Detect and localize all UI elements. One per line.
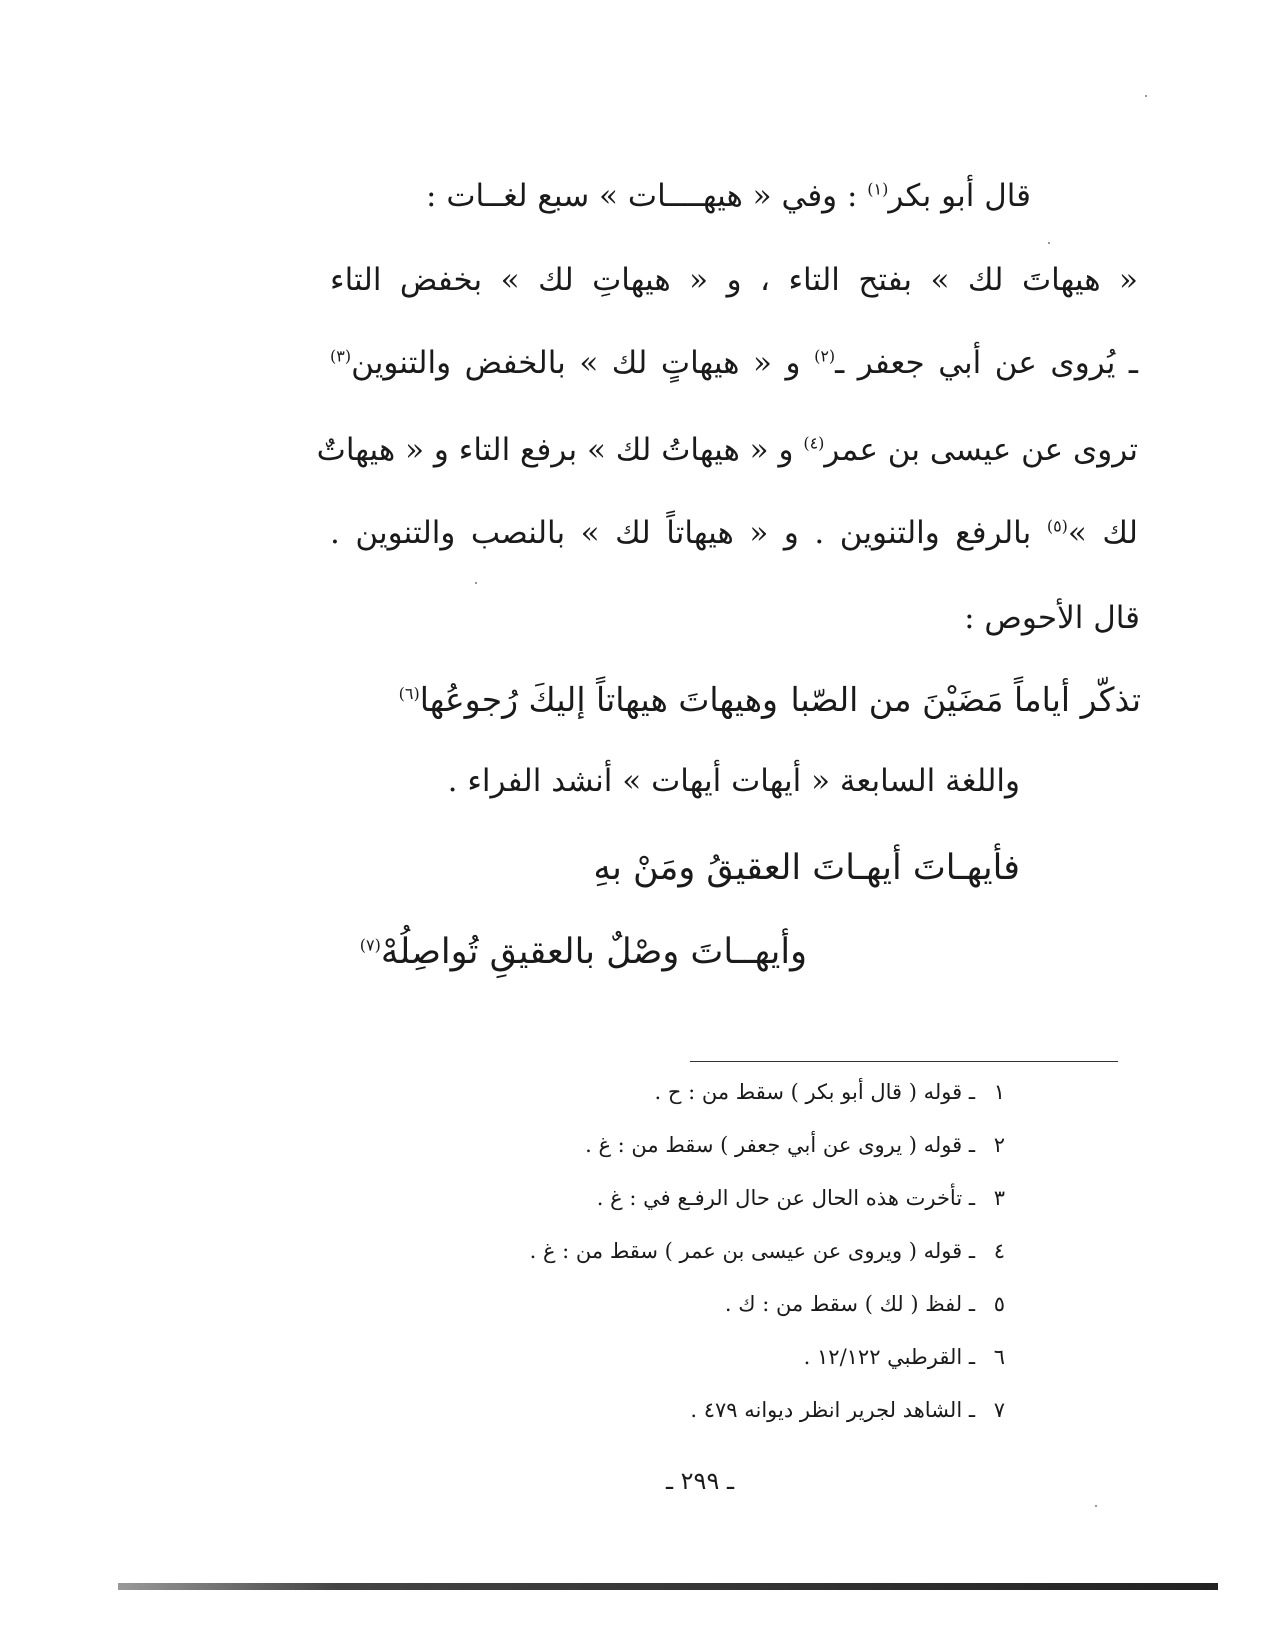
scan-speck (1048, 242, 1050, 244)
footnote-ref: (٧) (359, 935, 381, 955)
scan-speck (1145, 95, 1147, 97)
body-text: ـ يُروى عن أبي جعفر ـ (835, 345, 1139, 381)
footnote-ref: (٤) (803, 433, 825, 453)
footnote-number: ٢ (993, 1133, 1005, 1157)
poem-verse-2-line-1: فأيهـاتَ أيهـاتَ العقيقُ ومَنْ بهِ (593, 848, 1020, 888)
footnote-ref: (٦) (398, 684, 420, 703)
poem-verse-1-right: تذكّر أياماً مَضَيْنَ من الصّبا (790, 680, 1141, 719)
body-line-2: « هيهاتَ لك » بفتح التاء ، و « هيهاتِ لك » بخفض التاء (330, 262, 1138, 298)
footnote-item (585, 1133, 1005, 1158)
body-line-7: واللغة السابعة « أيهات أيهات » أنشد الفراء . (447, 763, 1020, 799)
footnote-item (804, 1345, 1005, 1370)
body-line-6: قال الأحوص : (964, 600, 1140, 636)
footnote-ref: (١) (867, 179, 889, 199)
footnote-item (725, 1292, 1005, 1317)
footnote-ref: (٢) (814, 346, 836, 366)
poem-verse-2-line-2 (360, 932, 807, 972)
footnote-text: ـ قوله ( ويروى عن عيسى بن عمر ) سقط من : غ . (529, 1239, 975, 1263)
footnote-separator (690, 1061, 1118, 1062)
footnote-ref: (٣) (330, 346, 352, 366)
body-text: بالرفع والتنوين . و « هيهاتاً لك » بالنصب والتنوين . (330, 515, 1032, 551)
footnote-number: ١ (993, 1080, 1005, 1104)
body-text: و « هيهاتٍ لك » بالخفض والتنوين (351, 345, 801, 381)
poem-text: وهيهاتَ هيهاتاً إليكَ رُجوعُها (419, 680, 778, 719)
scan-speck (475, 582, 477, 584)
body-text: : وفي « هيهــــات » سبع لغــات : (426, 178, 858, 214)
scan-edge-band (118, 1583, 1218, 1590)
body-line-5 (330, 515, 1138, 552)
footnote-text: ـ تأخرت هذه الحال عن حال الرفـع في : غ . (596, 1186, 975, 1210)
footnote-text: ـ لفظ ( لك ) سقط من : ك . (724, 1292, 975, 1316)
poem-text: وأيهــاتَ وصْلٌ بالعقيقِ تُواصِلُهْ (380, 932, 807, 972)
page-number: ـ ٢٩٩ ـ (665, 1467, 734, 1495)
body-text: لك » (1067, 515, 1138, 551)
footnote-text: ـ قوله ( قال أبو بكر ) سقط من : ح . (654, 1080, 975, 1104)
body-line-3 (330, 345, 1138, 382)
footnote-text: ـ قوله ( يروى عن أبي جعفر ) سقط من : غ . (585, 1133, 975, 1157)
footnote-text: ـ الشاهد لجرير انظر ديوانه ٤٧٩ . (690, 1398, 975, 1422)
body-text: تروى عن عيسى بن عمر (824, 432, 1138, 468)
footnote-number: ٣ (993, 1186, 1005, 1210)
footnote-ref: (٥) (1046, 516, 1068, 536)
footnote-item (655, 1080, 1005, 1105)
footnote-text: ـ القرطبي ١٢/١٢٢ . (803, 1345, 975, 1369)
body-text: قال أبو بكر (888, 178, 1031, 214)
footnote-number: ٤ (993, 1239, 1005, 1263)
footnote-item (530, 1239, 1005, 1264)
body-text: و « هيهاتُ لك » برفع التاء و « هيهاتٌ (316, 432, 794, 468)
scan-speck (1095, 1505, 1097, 1507)
footnote-number: ٥ (993, 1292, 1005, 1316)
body-line-4 (316, 432, 1138, 469)
body-line-1 (426, 178, 1031, 215)
footnote-item (597, 1186, 1005, 1211)
footnote-number: ٦ (993, 1345, 1005, 1369)
footnote-number: ٧ (993, 1398, 1005, 1422)
poem-verse-1-left (399, 680, 778, 719)
footnote-item (690, 1398, 1005, 1423)
